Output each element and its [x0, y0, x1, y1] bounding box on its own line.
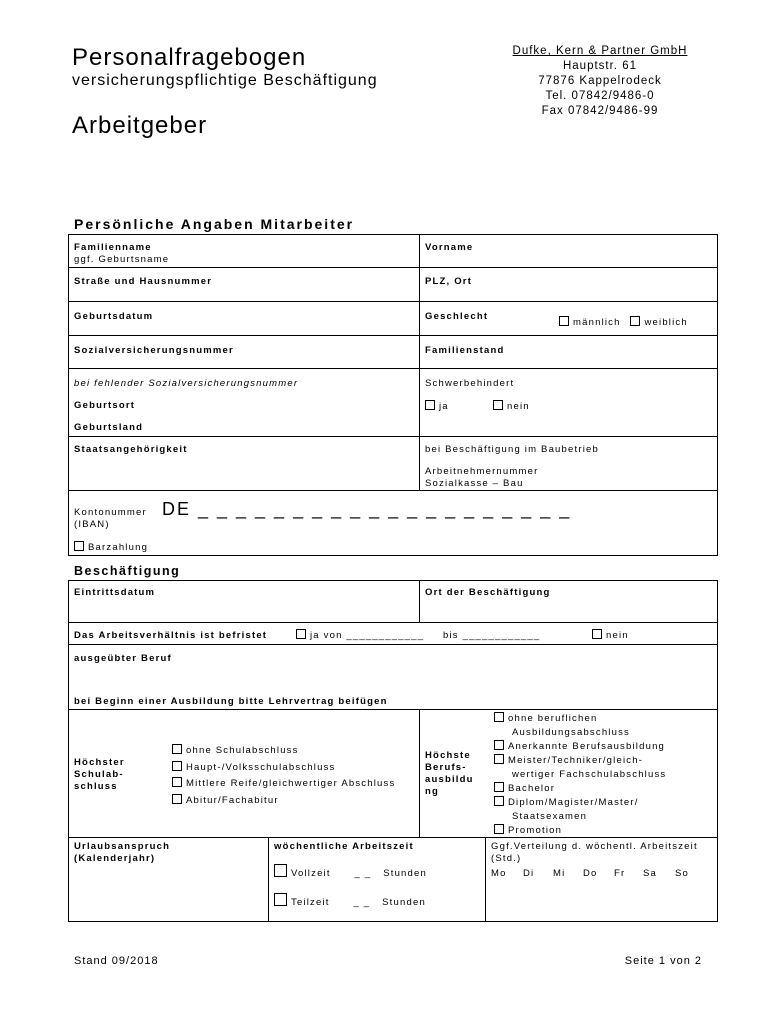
schwerbehindert-ja-checkbox[interactable]: [425, 400, 435, 410]
schul-option: Haupt-/Volksschulabschluss: [172, 760, 395, 777]
svnr-label: Sozialversicherungsnummer: [74, 345, 234, 356]
company-city: 77876 Kappelrodeck: [538, 75, 662, 87]
personal-heading: Persönliche Angaben Mitarbeiter: [74, 216, 355, 232]
geschlecht-options: [559, 316, 688, 328]
company-address: [490, 44, 710, 119]
company-name: Dufke, Kern & Partner GmbH: [512, 45, 688, 57]
schul-checkbox[interactable]: [172, 744, 182, 754]
befristet-nein: [592, 629, 629, 641]
beruf-checkbox[interactable]: [494, 796, 504, 806]
strasse-label: Straße und Hausnummer: [74, 276, 213, 287]
beruf-checkbox[interactable]: [494, 754, 504, 764]
schul-checkbox[interactable]: [172, 761, 182, 771]
ausbildung-note: bei Beginn einer Ausbildung bitte Lehrvertrag beifügen: [74, 696, 388, 707]
barzahlung-checkbox[interactable]: [74, 541, 84, 551]
geburtsland-label: Geburtsland: [74, 422, 144, 433]
beruf-option: Anerkannte Berufsausbildung: [494, 740, 666, 754]
urlaub-label: Urlaubsanspruch (Kalenderjahr): [74, 841, 171, 864]
schulabschluss-label: Höchster Schulab- schluss: [74, 757, 125, 792]
beruf-option-cont: Ausbildungsabschluss: [512, 727, 631, 738]
eintrittsdatum-label: Eintrittsdatum: [74, 587, 156, 598]
geburtsort-label: Geburtsort: [74, 400, 136, 411]
geschlecht-label: Geschlecht: [425, 311, 489, 322]
footer-page: Seite 1 von 2: [624, 955, 702, 967]
beruf-checkbox[interactable]: [494, 712, 504, 722]
beruf-option: ohne beruflichen: [494, 712, 666, 726]
day-sa: Sa: [643, 868, 658, 879]
schwerbehindert-label: Schwerbehindert: [425, 378, 515, 389]
day-di: Di: [523, 868, 535, 879]
day-do: Do: [583, 868, 598, 879]
schul-option: ohne Schulabschluss: [172, 743, 395, 760]
berufsausbildung-options: [494, 712, 666, 838]
befristet-ja-checkbox[interactable]: [296, 629, 306, 639]
teilzeit-option: Teilzeit _ _ Stunden: [274, 893, 426, 908]
ja-label: ja: [439, 401, 449, 412]
schul-option: Abitur/Fachabitur: [172, 793, 395, 810]
ja-von-field[interactable]: ja von ____________: [310, 630, 425, 641]
bis-field[interactable]: bis ____________: [443, 630, 541, 641]
barzahlung-label: Barzahlung: [88, 542, 149, 553]
bei-fehlender-label: bei fehlender Sozialversicherungsnummer: [74, 378, 299, 389]
iban-label: (IBAN): [74, 519, 110, 530]
schwerbehindert-ja: [425, 400, 449, 412]
schwerbehindert-nein: [493, 400, 530, 412]
berufsausbildung-label: Höchste Berufs- ausbildu ng: [425, 750, 474, 797]
sozialkasse-label: Sozialkasse – Bau: [425, 478, 524, 489]
day-mo: Mo: [491, 868, 507, 879]
schul-option: Mittlere Reife/gleichwertiger Abschluss: [172, 776, 395, 793]
beruf-option: Promotion: [494, 824, 666, 838]
befristet-nein-checkbox[interactable]: [592, 629, 602, 639]
schulabschluss-options: [172, 743, 395, 809]
beruf-checkbox[interactable]: [494, 740, 504, 750]
geburtsdatum-label: Geburtsdatum: [74, 311, 154, 322]
company-fax: Fax 07842/9486-99: [541, 105, 659, 117]
arbeitnehmernummer-label: Arbeitnehmernummer: [425, 466, 539, 477]
befristet-ja: [296, 629, 424, 641]
beruf-option-cont: Staatsexamen: [512, 811, 588, 822]
maennlich-label: männlich: [573, 317, 621, 328]
day-fr: Fr: [614, 868, 626, 879]
page-title: Personalfragebogen: [72, 44, 307, 71]
section-arbeitgeber: Arbeitgeber: [72, 112, 208, 139]
weekday-row: [491, 868, 689, 879]
befristet-nein-label: nein: [606, 630, 629, 641]
verteilung-label: Ggf.Verteilung d. wöchentl. Arbeitszeit (Std.): [491, 841, 698, 864]
vollzeit-stunden-field[interactable]: _ _: [354, 868, 372, 879]
schul-checkbox[interactable]: [172, 777, 182, 787]
wochen-label: wöchentliche Arbeitszeit: [274, 841, 414, 852]
beruf-option: Diplom/Magister/Master/: [494, 796, 666, 810]
familienname-label: Familienname: [74, 242, 152, 253]
beruf-option: Meister/Techniker/gleich-: [494, 754, 666, 768]
company-street: Hauptstr. 61: [562, 60, 637, 72]
kontonummer-label: Kontonummer: [74, 507, 147, 518]
maennlich-checkbox[interactable]: [559, 316, 569, 326]
teilzeit-checkbox[interactable]: [274, 893, 287, 906]
barzahlung-option: [74, 541, 148, 553]
beruf-option: Bachelor: [494, 782, 666, 796]
staatsangehoerigkeit-label: Staatsangehörigkeit: [74, 444, 188, 455]
day-so: So: [675, 868, 690, 879]
plz-label: PLZ, Ort: [425, 276, 473, 287]
ort-label: Ort der Beschäftigung: [425, 587, 551, 598]
baubetrieb-label: bei Beschäftigung im Baubetrieb: [425, 444, 599, 455]
footer-stand: Stand 09/2018: [74, 955, 159, 967]
vollzeit-checkbox[interactable]: [274, 864, 287, 877]
beruf-checkbox[interactable]: [494, 782, 504, 792]
beruf-checkbox[interactable]: [494, 824, 504, 834]
page-subtitle: versicherungspflichtige Beschäftigung: [72, 72, 378, 89]
nein-label: nein: [507, 401, 530, 412]
day-mi: Mi: [553, 868, 566, 879]
weiblich-checkbox[interactable]: [630, 316, 640, 326]
teilzeit-stunden-field[interactable]: _ _: [353, 897, 371, 908]
schwerbehindert-nein-checkbox[interactable]: [493, 400, 503, 410]
geburtsname-label: ggf. Geburtsname: [74, 254, 170, 265]
beruf-label: ausgeübter Beruf: [74, 653, 172, 664]
vorname-label: Vorname: [425, 242, 474, 253]
weiblich-label: weiblich: [644, 317, 688, 328]
employment-heading: Beschäftigung: [74, 564, 181, 578]
familienstand-label: Familienstand: [425, 345, 505, 356]
befristet-label: Das Arbeitsverhältnis ist befristet: [74, 630, 268, 641]
schul-checkbox[interactable]: [172, 794, 182, 804]
iban-field[interactable]: DE _ _ _ _ _ _ _ _ _ _ _ _ _ _ _ _ _ _ _ _: [162, 499, 572, 519]
beruf-option-cont: wertiger Fachschulabschluss: [512, 769, 667, 780]
company-tel: Tel. 07842/9486-0: [545, 90, 655, 102]
vollzeit-option: Vollzeit _ _ Stunden: [274, 864, 427, 879]
